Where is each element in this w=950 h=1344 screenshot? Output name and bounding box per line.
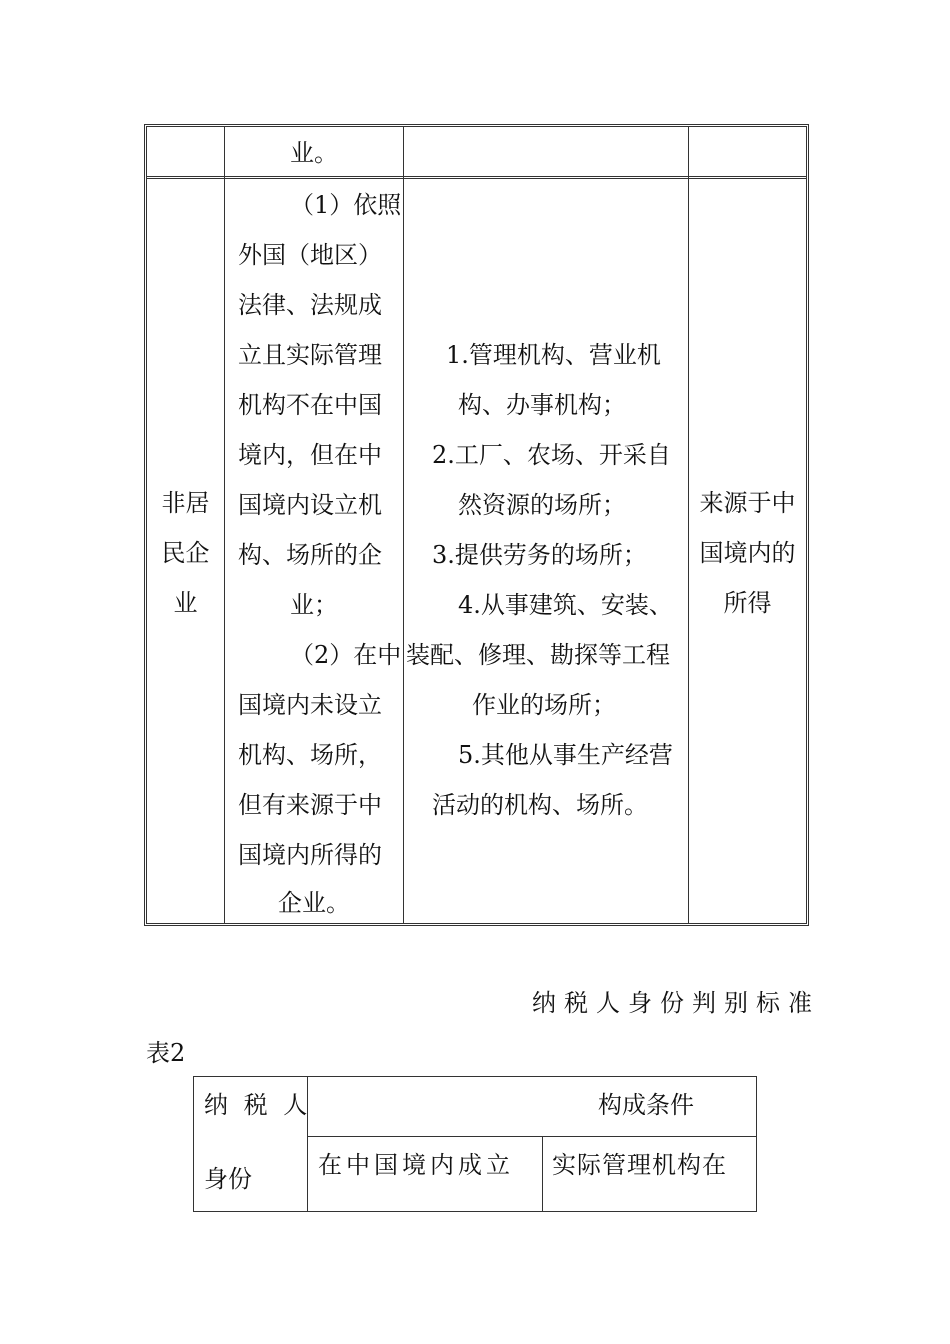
table1-toprow-col2-text: 业。	[290, 139, 338, 167]
table1-row-divider-a	[146, 176, 807, 177]
table2-header-col1-line1: 纳 税 人	[204, 1091, 312, 1119]
table1-border-right-inner	[806, 126, 807, 924]
table1-col2-line-4: 立且实际管理	[238, 341, 382, 369]
table1-col-divider-2	[403, 126, 404, 924]
table2-header-main: 构成条件	[598, 1091, 694, 1119]
table1-col2-line-11: 国境内未设立	[238, 691, 382, 719]
table1-col3-line-3: 2.工厂、农场、开采自	[432, 441, 671, 469]
table2-col-divider-2	[542, 1136, 543, 1212]
table1-border-top-outer	[144, 124, 809, 125]
table1-col2-line-7: 国境内设立机	[238, 491, 382, 519]
table1-col4-line-2: 国境内的	[699, 539, 796, 567]
table1-col3-line-6: 4.从事建筑、安装、	[458, 591, 673, 619]
caption-title: 纳税人身份判别标准	[532, 989, 820, 1017]
table1-col2-line-9: 业；	[290, 591, 338, 619]
table1-col2-line-6: 境内，但在中	[238, 441, 382, 469]
table1-col2-line-14: 国境内所得的	[238, 841, 382, 869]
table1-col3-line-5: 3.提供劳务的场所；	[432, 541, 647, 569]
table1-border-bottom-outer	[144, 925, 809, 926]
table1-border-left-outer	[144, 124, 145, 926]
table1-col3-line-2: 构、办事机构；	[458, 391, 626, 419]
table1-col3-line-9: 5.其他从事生产经营	[458, 741, 673, 769]
caption-label: 表2	[146, 1039, 186, 1067]
table2-header-divider	[307, 1136, 757, 1137]
table1-col1-line-2: 民企	[161, 539, 210, 567]
table2-border-left	[193, 1076, 194, 1212]
table1-col2-line-2: 外国（地区）	[238, 241, 382, 269]
table1-col4-line-1: 来源于中	[699, 489, 796, 517]
table1-col2-line-5: 机构不在中国	[238, 391, 382, 419]
table1-col1-line-3: 业	[173, 589, 198, 617]
table2-border-top	[193, 1076, 757, 1077]
table2-border-right	[756, 1076, 757, 1212]
table1-col2-line-3: 法律、法规成	[238, 291, 382, 319]
table1-col2-line-8: 构、场所的企	[238, 541, 382, 569]
table1-border-bottom-inner	[146, 923, 807, 924]
table1-col4-line-3: 所得	[723, 589, 772, 617]
table1-col3-line-10: 活动的机构、场所。	[432, 791, 648, 819]
table2-subheader-col2: 实际管理机构在	[552, 1151, 727, 1179]
table1-col3-line-8: 作业的场所；	[472, 691, 616, 719]
table1-col2-line-1: （1）依照	[290, 191, 402, 219]
table1-col2-line-15: 企业。	[278, 889, 350, 917]
table1-row-divider-b	[146, 178, 807, 179]
table1-col-divider-1	[224, 126, 225, 924]
table1-col3-line-4: 然资源的场所；	[458, 491, 626, 519]
table2-border-bottom	[193, 1211, 757, 1212]
table1-col3-line-1: 1.管理机构、营业机	[446, 341, 661, 369]
table1-border-top-inner	[146, 126, 807, 127]
table2-subheader-col1: 在中国境内成立	[318, 1151, 514, 1179]
table2-header-col1-line2: 身份	[204, 1165, 252, 1193]
table1-border-right-outer	[808, 124, 809, 926]
table1-col3-line-7: 装配、修理、勘探等工程	[406, 641, 670, 669]
table1-col2-line-10: （2）在中	[290, 641, 402, 669]
table1-col1-line-1: 非居	[161, 489, 210, 517]
table1-col2-line-12: 机构、场所，	[238, 741, 382, 769]
table1-col2-line-13: 但有来源于中	[238, 791, 382, 819]
